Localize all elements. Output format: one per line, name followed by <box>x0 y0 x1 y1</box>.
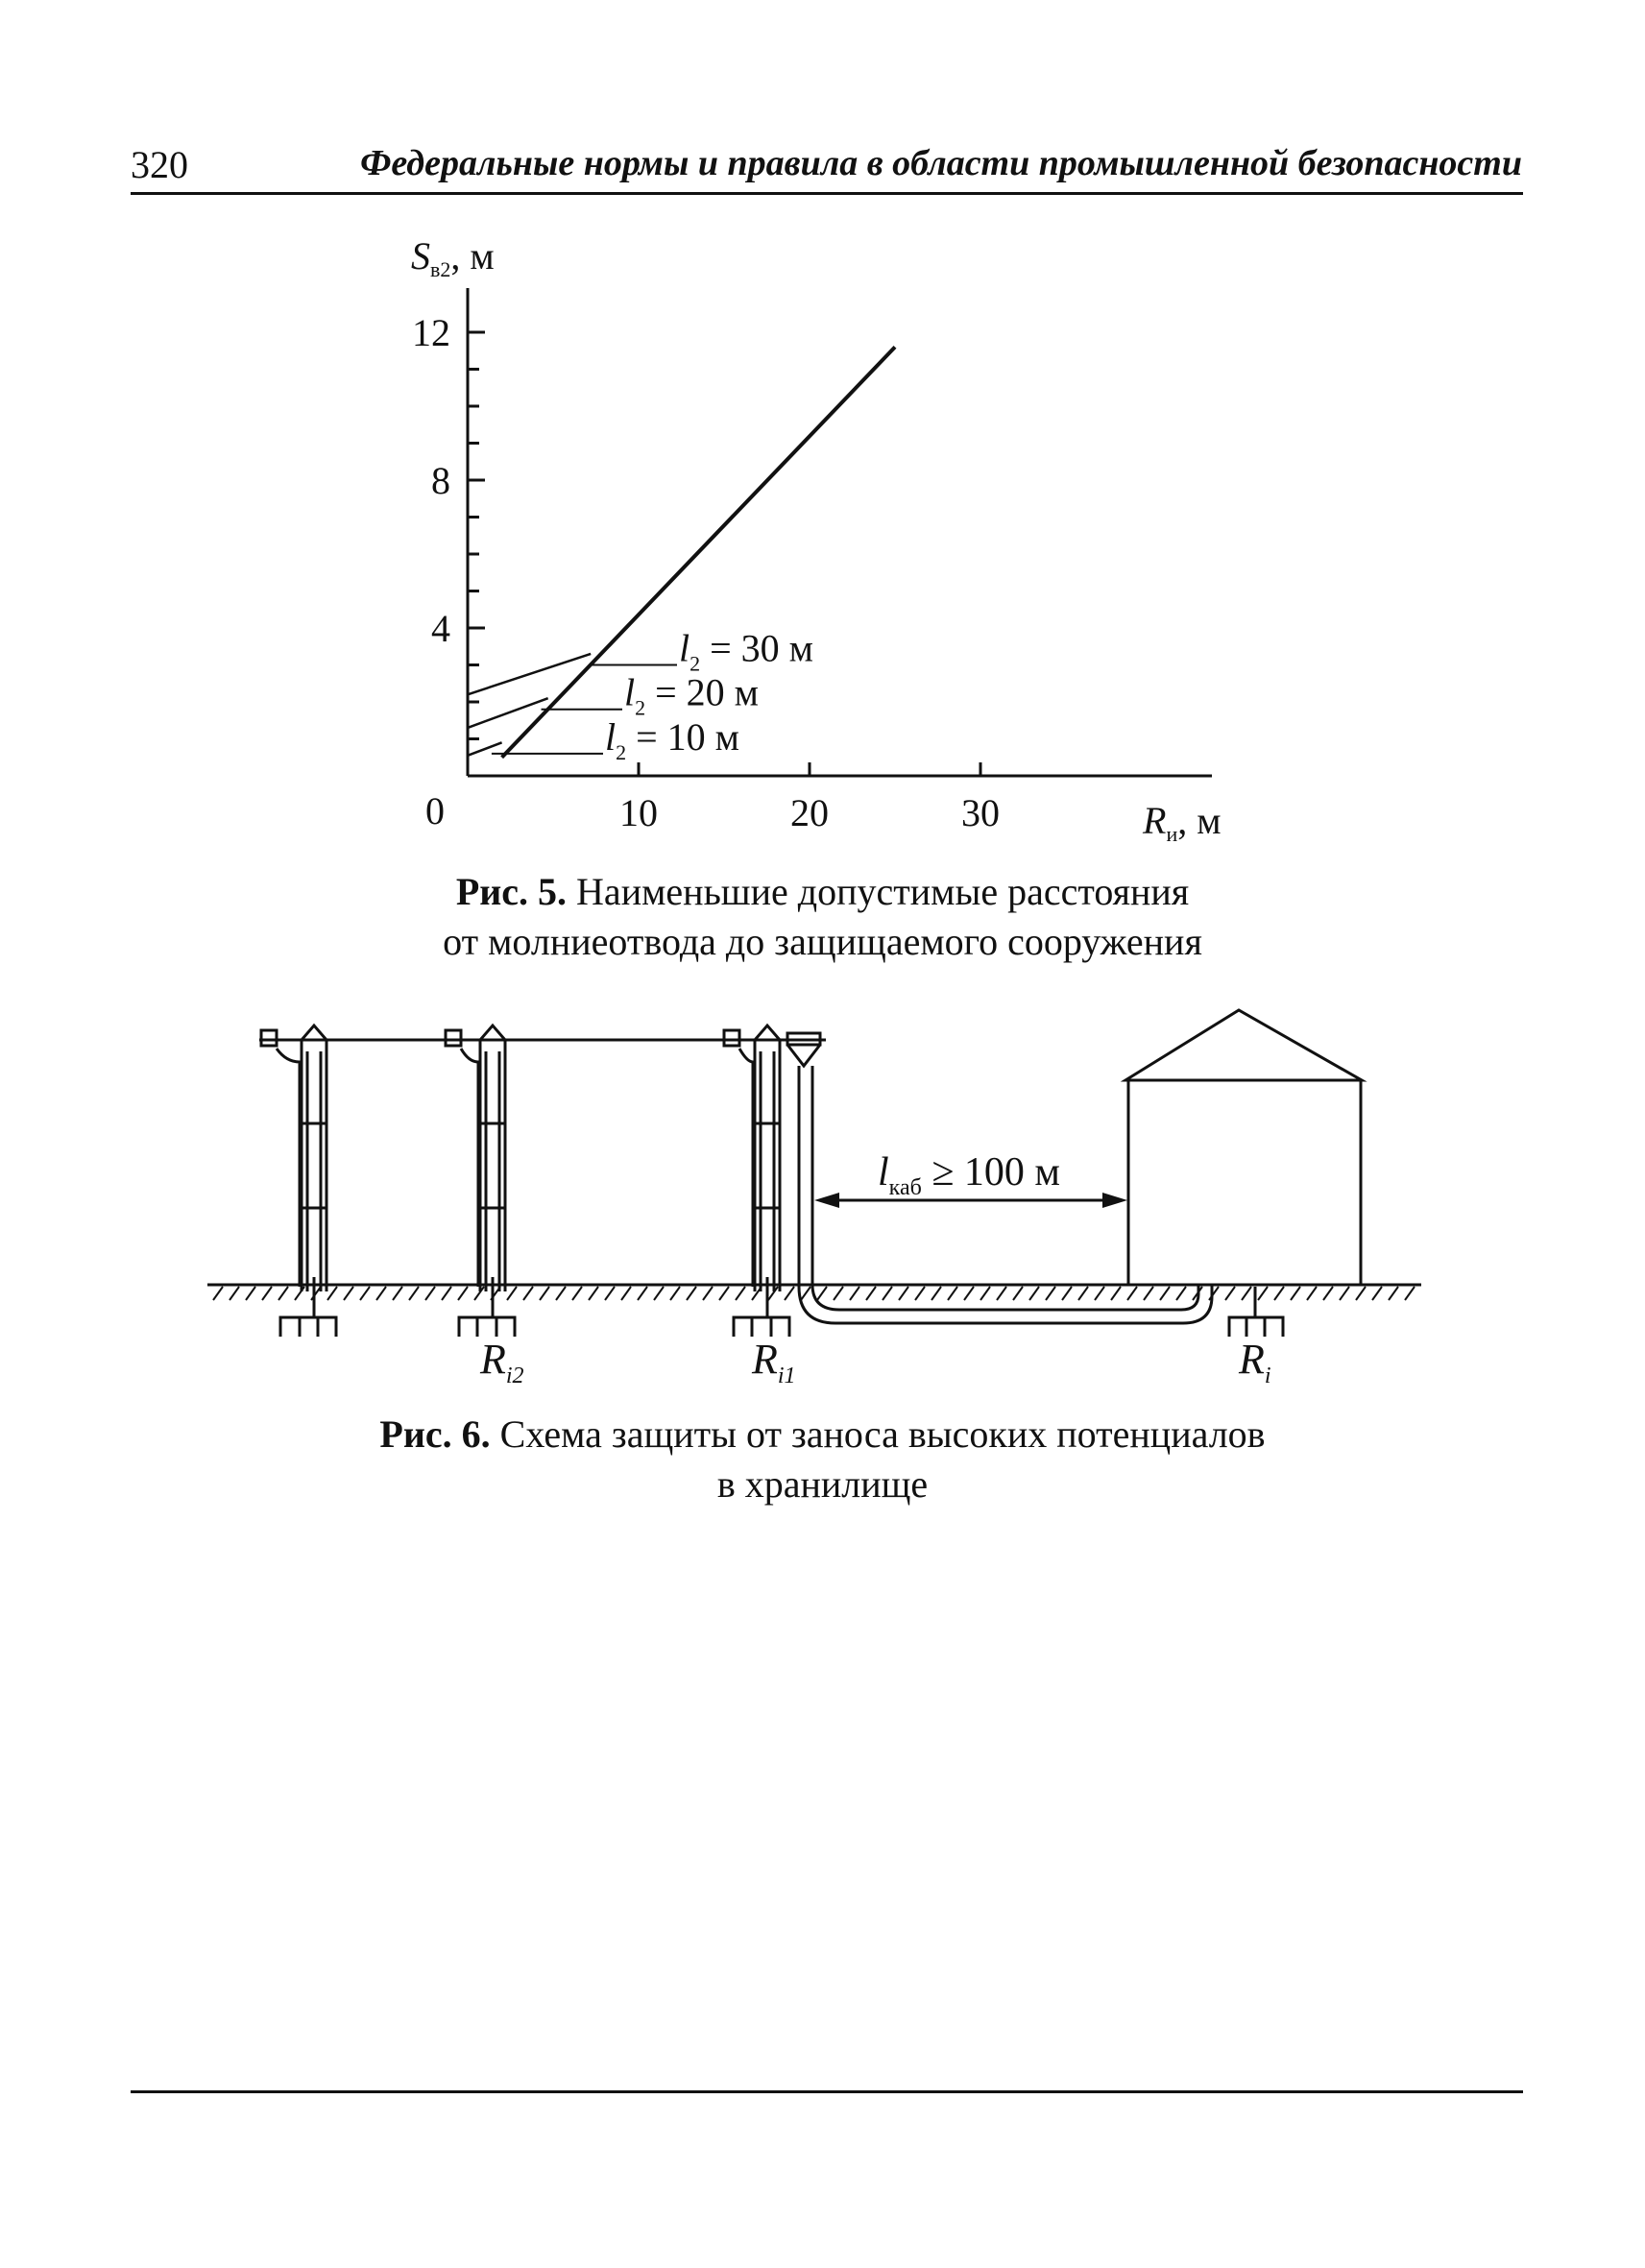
hatch-mark <box>1242 1287 1251 1300</box>
hatch-mark <box>458 1287 468 1300</box>
annotation-label: $l_2 = 30$ м <box>679 626 813 676</box>
hatch-mark <box>817 1287 827 1300</box>
x-axis-label: $R_и$, м <box>1143 799 1222 846</box>
hatch-mark <box>1176 1287 1186 1300</box>
hatch-mark <box>1258 1287 1268 1300</box>
hatch-mark <box>1340 1287 1349 1300</box>
hatch-mark <box>523 1287 533 1300</box>
hatch-mark <box>1111 1287 1121 1300</box>
label-r-i1: $R_{i1}$ <box>752 1336 796 1388</box>
hatch-mark <box>1405 1287 1415 1300</box>
hatch-mark <box>507 1287 517 1300</box>
hatch-mark <box>230 1287 239 1300</box>
figure5-caption-line1: Наименьшие допустимые расстояния <box>576 870 1190 913</box>
hatch-mark <box>327 1287 337 1300</box>
hatch-mark <box>1046 1287 1055 1300</box>
hatch-mark <box>1389 1287 1398 1300</box>
hatch-mark <box>262 1287 272 1300</box>
figure5-chart <box>365 221 1287 855</box>
annotation-label: $l_2 = 20$ м <box>624 670 759 720</box>
hatch-mark <box>540 1287 549 1300</box>
figure6-caption <box>0 1410 1645 1509</box>
hatch-mark <box>1013 1287 1023 1300</box>
origin-label: 0 <box>425 789 445 832</box>
hatch-mark <box>736 1287 745 1300</box>
hatch-mark <box>931 1287 941 1300</box>
hatch-mark <box>638 1287 647 1300</box>
hatch-mark <box>915 1287 925 1300</box>
y-tick-label: 4 <box>431 607 450 650</box>
pole-1 <box>261 1025 336 1337</box>
label-r-i2: $R_{i2}$ <box>480 1336 524 1388</box>
hatch-mark <box>360 1287 370 1300</box>
hatch-mark <box>1372 1287 1382 1300</box>
hatch-mark <box>556 1287 566 1300</box>
header-rule <box>131 192 1523 195</box>
hatch-mark <box>883 1287 892 1300</box>
hatch-mark <box>703 1287 713 1300</box>
hatch-mark <box>980 1287 990 1300</box>
hatch-mark <box>1323 1287 1333 1300</box>
dimension-label: $l_{каб} \ge 100$ м <box>878 1150 1060 1200</box>
hatch-mark <box>801 1287 810 1300</box>
pole-2 <box>446 1025 515 1337</box>
running-title: Федеральные нормы и правила в области промышленной безопасности <box>360 143 1522 183</box>
x-tick-label: 20 <box>790 791 829 834</box>
ground-electrode-building <box>1229 1317 1283 1337</box>
hatch-mark <box>670 1287 680 1300</box>
dimension-arrow <box>814 1193 1127 1208</box>
pole-3 <box>724 1025 820 1337</box>
hatch-mark <box>687 1287 696 1300</box>
y-tick-label: 8 <box>431 459 450 502</box>
figure6-diagram <box>192 999 1460 1402</box>
hatch-mark <box>393 1287 402 1300</box>
y-axis-label: $S_{в2}$, м <box>411 234 495 281</box>
hatch-mark <box>278 1287 288 1300</box>
figure6-caption-label: Рис. 6. <box>379 1412 491 1456</box>
page-number: 320 <box>131 143 188 186</box>
hatch-mark <box>866 1287 876 1300</box>
hatch-mark <box>1160 1287 1170 1300</box>
hatch-mark <box>834 1287 843 1300</box>
hatch-mark <box>964 1287 974 1300</box>
hatch-mark <box>1127 1287 1137 1300</box>
figure6-caption-line2: в хранилище <box>716 1462 929 1506</box>
x-tick-label: 30 <box>961 791 1000 834</box>
hatch-mark <box>948 1287 957 1300</box>
hatch-mark <box>1029 1287 1039 1300</box>
label-r-i: $R_i$ <box>1239 1336 1271 1388</box>
hatch-mark <box>1274 1287 1284 1300</box>
annotation-label: $l_2 = 10$ м <box>605 714 739 764</box>
footer-rule <box>131 2090 1523 2093</box>
hatch-mark <box>589 1287 598 1300</box>
figure5-caption-line2: от молниеотвода до защищаемого сооружения <box>443 920 1202 963</box>
hatch-mark <box>572 1287 582 1300</box>
hatch-mark <box>344 1287 353 1300</box>
hatch-mark <box>899 1287 908 1300</box>
figure5-caption-label: Рис. 5. <box>455 870 568 913</box>
hatch-mark <box>850 1287 859 1300</box>
hatch-mark <box>409 1287 419 1300</box>
hatch-mark <box>605 1287 615 1300</box>
hatch-mark <box>1078 1287 1088 1300</box>
hatch-mark <box>376 1287 386 1300</box>
hatch-mark <box>213 1287 223 1300</box>
building <box>1125 1010 1362 1285</box>
chart-axes <box>468 288 1212 776</box>
hatch-mark <box>997 1287 1006 1300</box>
hatch-mark <box>1062 1287 1072 1300</box>
hatch-mark <box>621 1287 631 1300</box>
x-tick-label: 10 <box>619 791 658 834</box>
figure6-caption-line1: Схема защиты от заноса высоких потенциалов <box>499 1412 1266 1456</box>
hatch-mark <box>246 1287 255 1300</box>
hatch-mark <box>1144 1287 1153 1300</box>
series-line <box>468 654 591 694</box>
hatch-mark <box>1291 1287 1300 1300</box>
hatch-mark <box>1356 1287 1366 1300</box>
hatch-mark <box>1307 1287 1317 1300</box>
hatch-mark <box>295 1287 304 1300</box>
hatch-mark <box>1225 1287 1235 1300</box>
hatch-mark <box>442 1287 451 1300</box>
hatch-mark <box>1095 1287 1104 1300</box>
y-tick-label: 12 <box>412 311 450 354</box>
figure5-caption <box>0 867 1645 967</box>
hatch-mark <box>785 1287 794 1300</box>
hatch-mark <box>654 1287 664 1300</box>
hatch-mark <box>719 1287 729 1300</box>
hatch-mark <box>425 1287 435 1300</box>
